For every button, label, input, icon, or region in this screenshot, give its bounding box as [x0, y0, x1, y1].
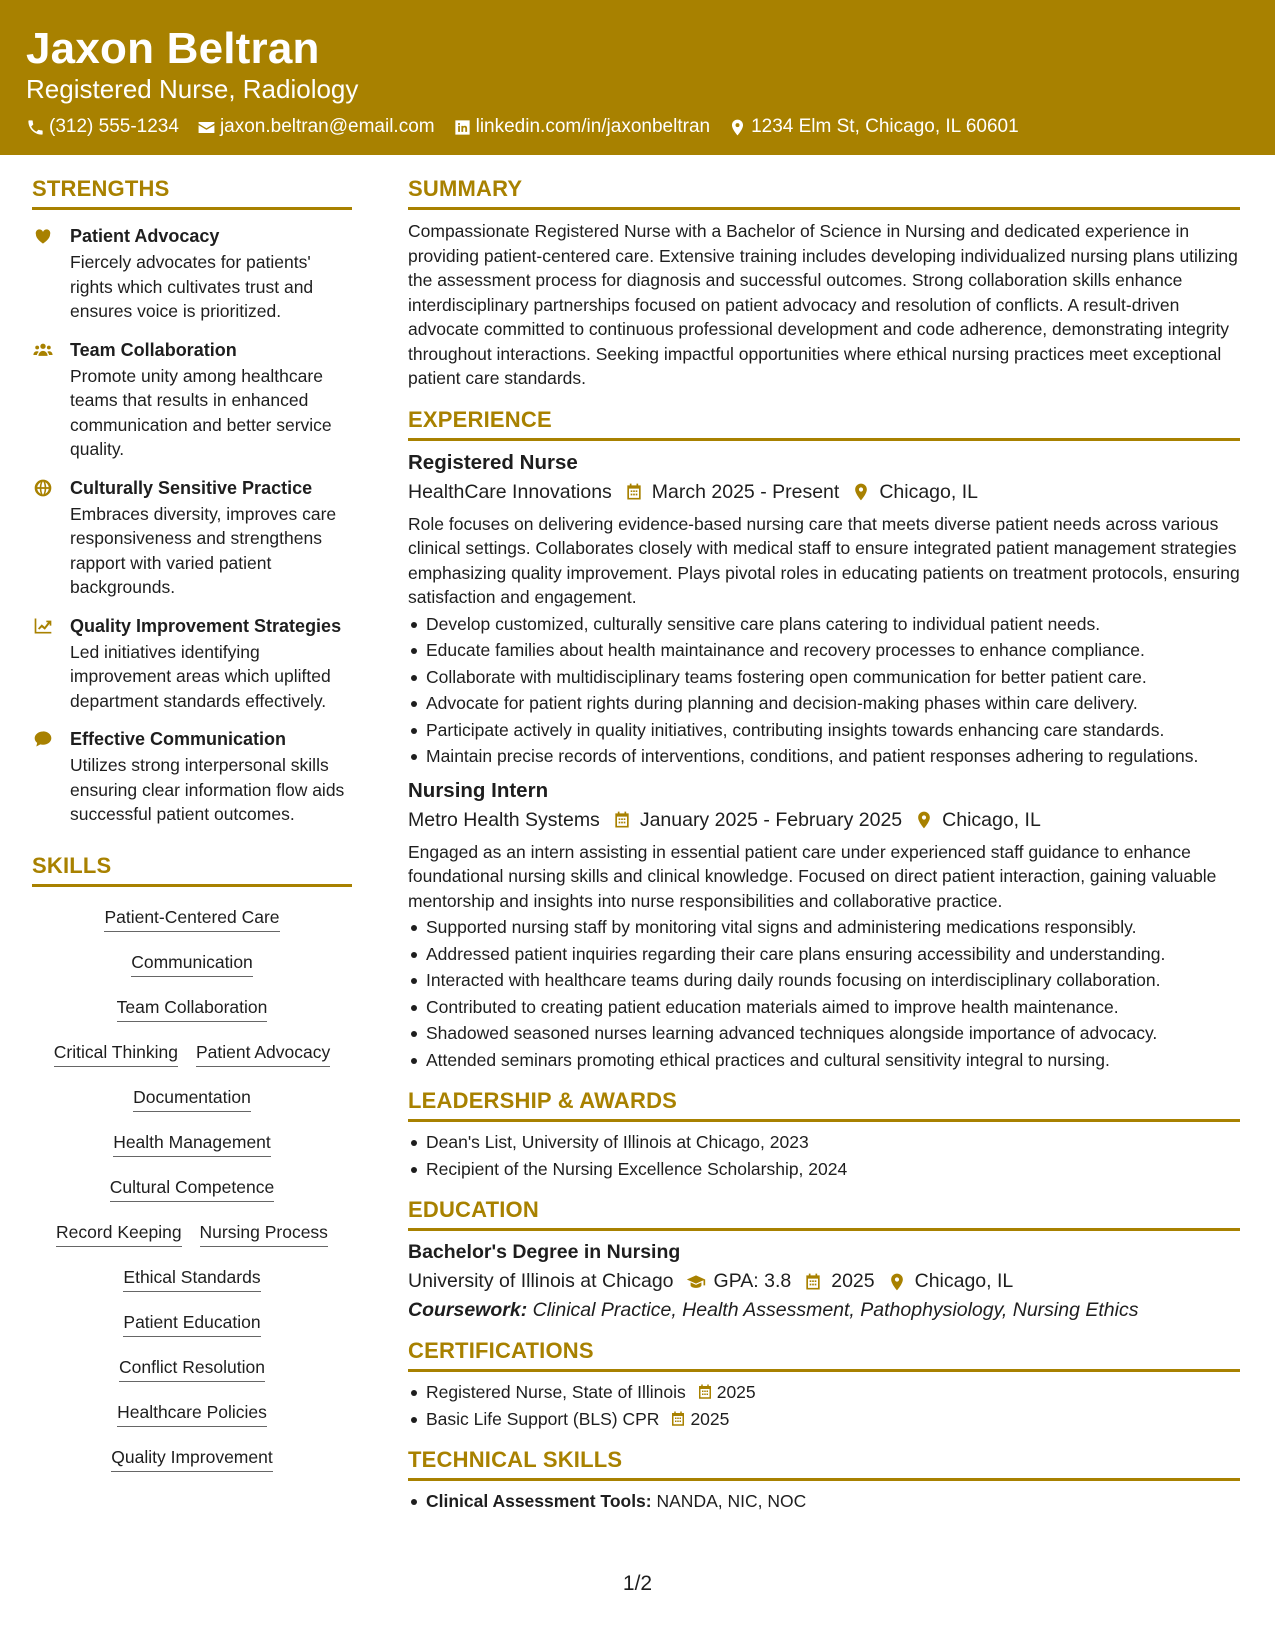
job-bullet: Supported nursing staff by monitoring vital signs and administering medications responsibly.: [408, 915, 1240, 940]
contact-linkedin[interactable]: [453, 116, 710, 138]
summary-text: Compassionate Registered Nurse with a Bachelor of Science in Nursing and dedicated experience in providing patient-centered care. Extensive training includes developing individualized nursing plans utilizing the assessment process for diagnosis and successful outcomes. Strong collaboration skills enhance interdisciplinary partnerships focused on patient advocacy and resolution of conflicts. A result-driven advocate committed to continuous professional development and code adherence, demonstrating integrity throughout interactions. Seeking impactful opportunities where ethical nursing practices meet exceptional patient care standards.: [408, 221, 1238, 388]
strength-title: Quality Improvement Strategies: [70, 615, 342, 636]
certification-name: Registered Nurse, State of Illinois: [426, 1382, 686, 1402]
strength-item: [32, 727, 352, 827]
left-column: [32, 176, 352, 1482]
skill-tag: Health Management: [113, 1126, 271, 1157]
job-dates: March 2025 - Present: [651, 480, 840, 503]
calendar-icon: [803, 1272, 823, 1292]
job-description: Engaged as an intern assisting in essential patient care under experienced staff guidance to enhance foundational nursing skills and clinical knowledge. Focused on direct patient interaction, gaining valuable mentorship and insights into nurse responsibilities and collaborative practice.: [408, 841, 1217, 911]
phone-text: (312) 555-1234: [49, 116, 179, 137]
email-text: jaxon.beltran@email.com: [219, 116, 435, 137]
job-bullet: Maintain precise records of interventions, conditions, and patient responses adhering to regulations.: [408, 744, 1240, 769]
job-bullet: Contributed to creating patient education materials aimed to improve health maintenance.: [408, 995, 1240, 1020]
job-bullet: Attended seminars promoting ethical practices and cultural sensitivity integral to nursing.: [408, 1048, 1240, 1073]
map-marker-icon: [728, 118, 747, 137]
certification-item: [408, 1407, 1240, 1432]
skill-tag: Cultural Competence: [110, 1171, 274, 1202]
comment-icon: [33, 729, 53, 749]
education-school: University of Illinois at Chicago: [408, 1270, 674, 1292]
job-entry: [408, 451, 1240, 769]
education-gpa: GPA: 3.8: [713, 1270, 792, 1292]
job-meta: [408, 481, 1240, 504]
skills-row: [32, 1392, 352, 1437]
certifications-title: CERTIFICATIONS: [408, 1338, 1240, 1372]
heart-icon: [33, 226, 53, 246]
skills-row: [32, 942, 352, 987]
users-icon: [33, 340, 53, 360]
skills-title: SKILLS: [32, 853, 352, 887]
strength-title: Effective Communication: [70, 729, 287, 749]
education-title: EDUCATION: [408, 1197, 1240, 1231]
chart-line-icon: [33, 616, 53, 636]
job-bullet: Addressed patient inquiries regarding their care plans ensuring accessibility and understanding.: [408, 942, 1240, 967]
education-year: 2025: [831, 1270, 875, 1292]
technical-label: Clinical Assessment Tools:: [426, 1491, 652, 1511]
job-title: Nursing Intern: [408, 778, 549, 802]
skill-tag: Team Collaboration: [117, 991, 268, 1022]
job-bullet: Collaborate with multidisciplinary teams fostering open communication for better patient care.: [408, 665, 1240, 690]
contact-email[interactable]: [197, 116, 435, 138]
right-column: [408, 176, 1240, 1516]
job-bullets: [408, 612, 1240, 769]
technical-value: NANDA, NIC, NOC: [656, 1491, 807, 1511]
skills-row: [32, 1032, 352, 1077]
contact-address: [728, 116, 1019, 138]
candidate-name: Jaxon Beltran: [26, 24, 320, 73]
leadership-item: Dean's List, University of Illinois at Chicago, 2023: [408, 1130, 1240, 1155]
strength-item: [32, 338, 352, 462]
strength-desc: Fiercely advocates for patients' rights which cultivates trust and ensures voice is prioritized.: [70, 252, 314, 321]
calendar-icon: [696, 1383, 714, 1401]
strength-desc: Led initiatives identifying improvement areas which uplifted department standards effectively.: [70, 641, 331, 711]
skills-row: [32, 987, 352, 1032]
candidate-role: Registered Nurse, Radiology: [26, 74, 359, 104]
page-number: 1/2: [622, 1572, 653, 1595]
skill-tag: Patient Education: [123, 1306, 260, 1337]
job-location: Chicago, IL: [879, 480, 978, 503]
job-company: HealthCare Innovations: [408, 480, 612, 503]
job-bullet: Shadowed seasoned nurses learning advanced techniques alongside importance of advocacy.: [408, 1021, 1240, 1046]
skills-row: [32, 1077, 352, 1122]
strength-title: Culturally Sensitive Practice: [70, 477, 313, 498]
certifications-list: [408, 1380, 1240, 1431]
strength-title: Patient Advocacy: [70, 226, 220, 246]
job-company: Metro Health Systems: [408, 808, 600, 831]
leadership-title: LEADERSHIP & AWARDS: [408, 1088, 1240, 1122]
skills-row: [32, 1302, 352, 1347]
skill-tag: Record Keeping: [56, 1216, 182, 1247]
certification-name: Basic Life Support (BLS) CPR: [426, 1408, 660, 1429]
skills-row: [32, 1167, 352, 1212]
skills-row: [32, 897, 352, 942]
globe-icon: [33, 478, 53, 498]
strength-item: [32, 476, 352, 600]
leadership-section: [408, 1088, 1240, 1181]
skill-tag: Patient-Centered Care: [104, 901, 279, 932]
graduation-cap-icon: [686, 1272, 706, 1292]
strength-desc: Embraces diversity, improves care responsiveness and strengthens rapport with varied patient backgrounds.: [70, 503, 337, 597]
contact-phone[interactable]: [26, 116, 179, 138]
strength-desc: Utilizes strong interpersonal skills ensuring clear information flow aids successful patient outcomes.: [70, 755, 345, 824]
calendar-icon: [669, 1410, 687, 1428]
certification-year: 2025: [690, 1408, 730, 1429]
map-marker-icon: [887, 1272, 907, 1292]
contact-row: [26, 116, 1037, 138]
phone-icon: [26, 118, 45, 137]
strength-title: Team Collaboration: [70, 339, 237, 360]
job-bullets: [408, 915, 1240, 1072]
job-dates: January 2025 - February 2025: [639, 808, 903, 831]
job-bullet: Educate families about health maintainance and recovery processes to enhance compliance.: [408, 638, 1240, 663]
skill-tag: Communication: [131, 946, 253, 977]
skills-row: [32, 1212, 352, 1257]
job-location: Chicago, IL: [942, 808, 1041, 831]
skill-tag: Critical Thinking: [54, 1036, 178, 1067]
education-coursework: [408, 1299, 1240, 1322]
job-bullet: Participate actively in quality initiatives, contributing insights towards enhancing care standards.: [408, 718, 1240, 743]
skills-row: [32, 1257, 352, 1302]
education-location: Chicago, IL: [914, 1270, 1014, 1292]
strength-desc: Promote unity among healthcare teams that results in enhanced communication and better service quality.: [70, 365, 332, 459]
skills-list: [32, 897, 352, 1482]
leadership-list: [408, 1130, 1240, 1181]
linkedin-icon: [453, 118, 472, 137]
skill-tag: Quality Improvement: [111, 1441, 272, 1472]
calendar-icon: [624, 482, 644, 502]
job-entry: [408, 779, 1240, 1073]
coursework-text: Clinical Practice, Health Assessment, Pathophysiology, Nursing Ethics: [532, 1299, 1139, 1321]
experience-title: EXPERIENCE: [408, 407, 1240, 441]
strength-item: [32, 614, 352, 714]
job-bullet: Interacted with healthcare teams during daily rounds focusing on interdisciplinary collaboration.: [408, 968, 1240, 993]
summary-title: SUMMARY: [408, 176, 1240, 210]
header: [0, 0, 1275, 155]
job-title: Registered Nurse: [408, 450, 578, 474]
education-meta: [408, 1270, 1240, 1293]
calendar-icon: [612, 810, 632, 830]
map-marker-icon: [851, 482, 871, 502]
coursework-label: Coursework:: [408, 1299, 528, 1321]
leadership-item: Recipient of the Nursing Excellence Scholarship, 2024: [408, 1157, 1240, 1182]
certification-year: 2025: [716, 1382, 756, 1402]
skills-row: [32, 1347, 352, 1392]
linkedin-text: linkedin.com/in/jaxonbeltran: [475, 116, 711, 137]
envelope-icon: [197, 118, 216, 137]
education-degree: Bachelor's Degree in Nursing: [408, 1241, 681, 1263]
skill-tag: Ethical Standards: [123, 1261, 260, 1292]
skill-tag: Patient Advocacy: [196, 1036, 330, 1067]
certifications-section: [408, 1338, 1240, 1431]
skills-row: [32, 1122, 352, 1167]
map-marker-icon: [914, 810, 934, 830]
technical-item: [408, 1489, 1240, 1514]
skill-tag: Healthcare Policies: [117, 1396, 267, 1427]
technical-list: [408, 1489, 1240, 1514]
job-description: Role focuses on delivering evidence-based nursing care that meets diverse patient needs across various clinical settings. Collaborates closely with medical staff to ensure integrated patient management strategies emphasizing quality improvement. Plays pivotal roles in educating patients on treatment protocols, ensuring satisfaction and engagement.: [408, 513, 1240, 607]
skill-tag: Nursing Process: [200, 1216, 328, 1247]
education-section: [408, 1197, 1240, 1322]
job-meta: [408, 809, 1240, 832]
skills-row: [32, 1437, 352, 1482]
technical-section: [408, 1447, 1240, 1514]
strengths-title: STRENGTHS: [32, 176, 352, 210]
job-bullet: Develop customized, culturally sensitive care plans catering to individual patient needs.: [408, 612, 1240, 637]
certification-item: [408, 1380, 1240, 1405]
skill-tag: Documentation: [133, 1081, 251, 1112]
strength-item: [32, 224, 352, 324]
technical-title: TECHNICAL SKILLS: [408, 1447, 1240, 1481]
address-text: 1234 Elm St, Chicago, IL 60601: [751, 116, 1019, 137]
skill-tag: Conflict Resolution: [119, 1351, 265, 1382]
job-bullet: Advocate for patient rights during planning and decision-making phases within care delivery.: [408, 691, 1240, 716]
